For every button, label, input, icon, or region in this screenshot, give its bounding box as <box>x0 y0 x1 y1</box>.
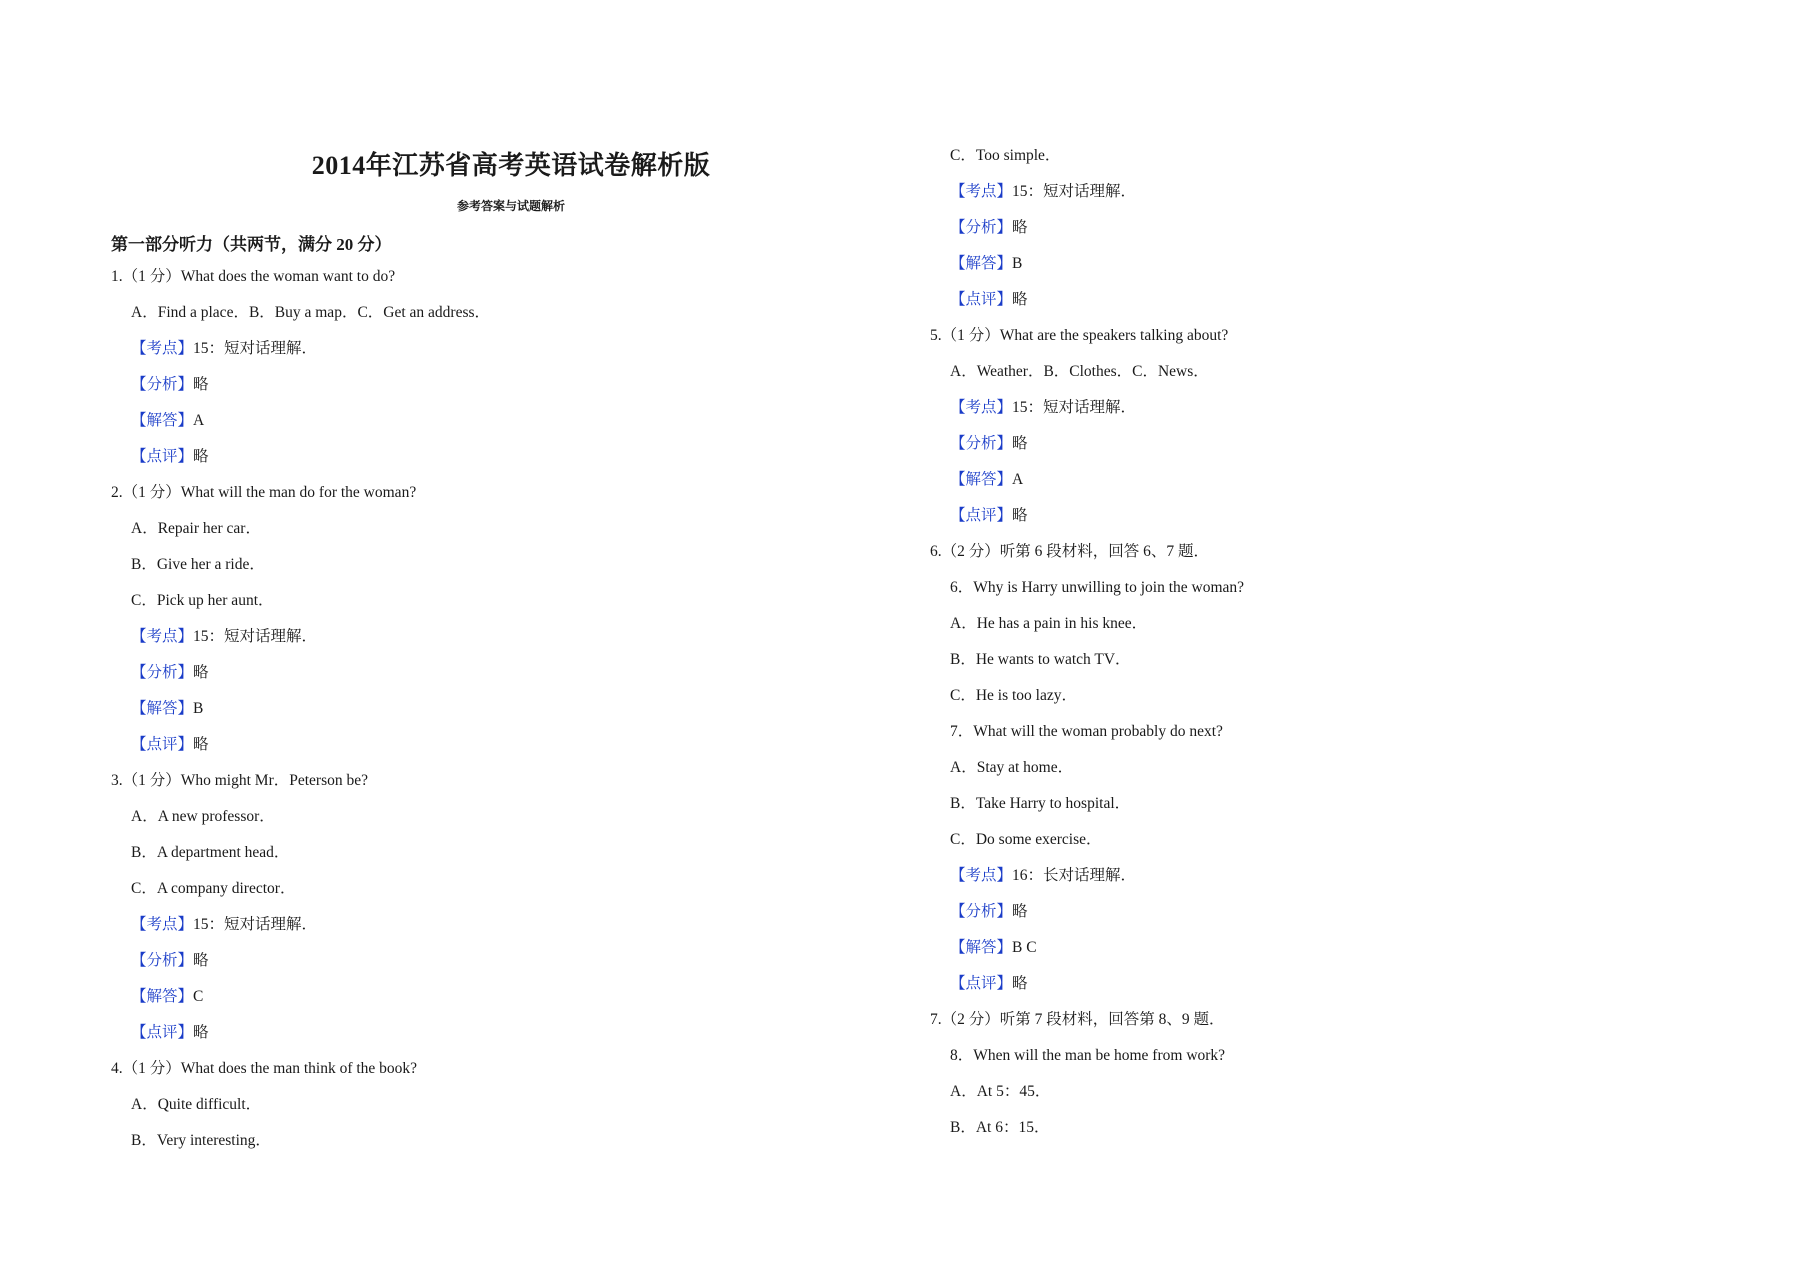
kaodian-text: 15：短对话理解． <box>193 628 318 645</box>
question-6-fenxi <box>950 902 1028 922</box>
fenxi-text: 略 <box>1012 903 1028 920</box>
question-1-dianping <box>131 447 209 467</box>
section-heading: 第一部分听力（共两节，满分 20 分） <box>111 235 392 254</box>
question-6-kaodian <box>950 866 1136 886</box>
question-6: 6.（2 分）听第 6 段材料，回答 6、7 题． <box>930 543 1210 560</box>
question-1: 1.（1 分）What does the woman want to do? <box>111 268 396 285</box>
sub-question-8: 8．When will the man be home from work? <box>950 1047 1226 1064</box>
question-7: 7.（2 分）听第 7 段材料，回答第 8、9 题． <box>930 1011 1225 1028</box>
kaodian-text: 15：短对话理解． <box>1012 399 1137 416</box>
sub-question-7-option-b: B．Take Harry to hospital． <box>950 795 1131 812</box>
question-2-jieda <box>131 699 203 719</box>
question-1-kaodian <box>131 339 317 359</box>
dianping-text: 略 <box>1012 975 1028 992</box>
kaodian-tag: 【考点】 <box>131 340 194 357</box>
fenxi-tag: 【分析】 <box>950 903 1013 920</box>
dianping-text: 略 <box>1012 507 1028 524</box>
sub-question-6-option-b: B．He wants to watch TV． <box>950 651 1131 668</box>
kaodian-tag: 【考点】 <box>131 916 194 933</box>
question-1-options: A．Find a place．B．Buy a map．C．Get an address． <box>131 304 491 321</box>
question-4-fenxi <box>950 218 1028 238</box>
dianping-tag: 【点评】 <box>950 291 1013 308</box>
question-4-option-a: A．Quite difficult． <box>131 1096 262 1113</box>
dianping-text: 略 <box>1012 291 1028 308</box>
kaodian-text: 15：短对话理解． <box>1012 183 1137 200</box>
dianping-tag: 【点评】 <box>131 736 194 753</box>
question-3-kaodian <box>131 915 317 935</box>
fenxi-text: 略 <box>193 664 209 681</box>
kaodian-text: 16：长对话理解． <box>1012 867 1137 884</box>
sub-question-6-option-a: A．He has a pain in his knee． <box>950 615 1148 632</box>
fenxi-text: 略 <box>193 376 209 393</box>
page-title: 2014年江苏省高考英语试卷解析版 <box>311 151 711 180</box>
question-3-dianping <box>131 1023 209 1043</box>
kaodian-tag: 【考点】 <box>950 399 1013 416</box>
question-4: 4.（1 分）What does the man think of the book? <box>111 1060 418 1077</box>
question-2-option-a: A．Repair her car． <box>131 520 261 537</box>
question-4-option-b: B．Very interesting． <box>131 1132 271 1149</box>
question-2: 2.（1 分）What will the man do for the woman? <box>111 484 417 501</box>
question-3-fenxi <box>131 951 209 971</box>
sub-question-7-option-c: C．Do some exercise． <box>950 831 1102 848</box>
question-5-dianping <box>950 506 1028 526</box>
kaodian-tag: 【考点】 <box>131 628 194 645</box>
question-5-jieda <box>950 470 1023 490</box>
kaodian-tag: 【考点】 <box>950 867 1013 884</box>
sub-question-8-option-b: B．At 6：15． <box>950 1119 1050 1136</box>
dianping-tag: 【点评】 <box>131 1024 194 1041</box>
jieda-text: A <box>193 412 205 429</box>
jieda-text: B C <box>1012 939 1037 956</box>
jieda-tag: 【解答】 <box>950 471 1013 488</box>
question-4-option-c: C．Too simple． <box>950 147 1061 164</box>
dianping-tag: 【点评】 <box>131 448 194 465</box>
question-5-fenxi <box>950 434 1028 454</box>
sub-question-6: 6．Why is Harry unwilling to join the woman? <box>950 579 1245 596</box>
question-5-options: A．Weather．B．Clothes．C．News． <box>950 363 1209 380</box>
fenxi-tag: 【分析】 <box>131 952 194 969</box>
dianping-tag: 【点评】 <box>950 507 1013 524</box>
sub-question-8-option-a: A．At 5：45． <box>950 1083 1051 1100</box>
question-3-option-c: C．A company director． <box>131 880 296 897</box>
fenxi-text: 略 <box>193 952 209 969</box>
dianping-text: 略 <box>193 448 209 465</box>
question-5-kaodian <box>950 398 1136 418</box>
question-3-option-a: A．A new professor． <box>131 808 275 825</box>
jieda-text: C <box>193 988 204 1005</box>
question-3-option-b: B．A department head． <box>131 844 290 861</box>
jieda-tag: 【解答】 <box>131 700 194 717</box>
sub-question-6-option-c: C．He is too lazy． <box>950 687 1077 704</box>
dianping-text: 略 <box>193 1024 209 1041</box>
question-6-jieda <box>950 938 1037 958</box>
jieda-tag: 【解答】 <box>131 412 194 429</box>
jieda-tag: 【解答】 <box>950 939 1013 956</box>
question-3: 3.（1 分）Who might Mr．Peterson be? <box>111 772 369 789</box>
question-6-dianping <box>950 974 1028 994</box>
question-2-dianping <box>131 735 209 755</box>
kaodian-tag: 【考点】 <box>950 183 1013 200</box>
fenxi-tag: 【分析】 <box>950 219 1013 236</box>
sub-question-7-option-a: A．Stay at home． <box>950 759 1074 776</box>
fenxi-tag: 【分析】 <box>131 664 194 681</box>
page-subtitle: 参考答案与试题解析 <box>456 199 565 213</box>
fenxi-text: 略 <box>1012 219 1028 236</box>
question-2-option-c: C．Pick up her aunt． <box>131 592 274 609</box>
sub-question-7: 7．What will the woman probably do next? <box>950 723 1223 740</box>
fenxi-tag: 【分析】 <box>950 435 1013 452</box>
question-4-jieda <box>950 254 1022 274</box>
question-4-kaodian <box>950 182 1136 202</box>
jieda-text: B <box>193 700 204 717</box>
kaodian-text: 15：短对话理解． <box>193 916 318 933</box>
jieda-tag: 【解答】 <box>131 988 194 1005</box>
question-2-fenxi <box>131 663 209 683</box>
jieda-text: B <box>1012 255 1023 272</box>
question-2-option-b: B．Give her a ride． <box>131 556 265 573</box>
dianping-text: 略 <box>193 736 209 753</box>
kaodian-text: 15：短对话理解． <box>193 340 318 357</box>
question-4-dianping <box>950 290 1028 310</box>
question-2-kaodian <box>131 627 317 647</box>
jieda-text: A <box>1012 471 1024 488</box>
question-1-fenxi <box>131 375 209 395</box>
jieda-tag: 【解答】 <box>950 255 1013 272</box>
fenxi-tag: 【分析】 <box>131 376 194 393</box>
question-1-jieda <box>131 411 204 431</box>
question-3-jieda <box>131 987 203 1007</box>
dianping-tag: 【点评】 <box>950 975 1013 992</box>
fenxi-text: 略 <box>1012 435 1028 452</box>
question-5: 5.（1 分）What are the speakers talking about? <box>930 327 1229 344</box>
